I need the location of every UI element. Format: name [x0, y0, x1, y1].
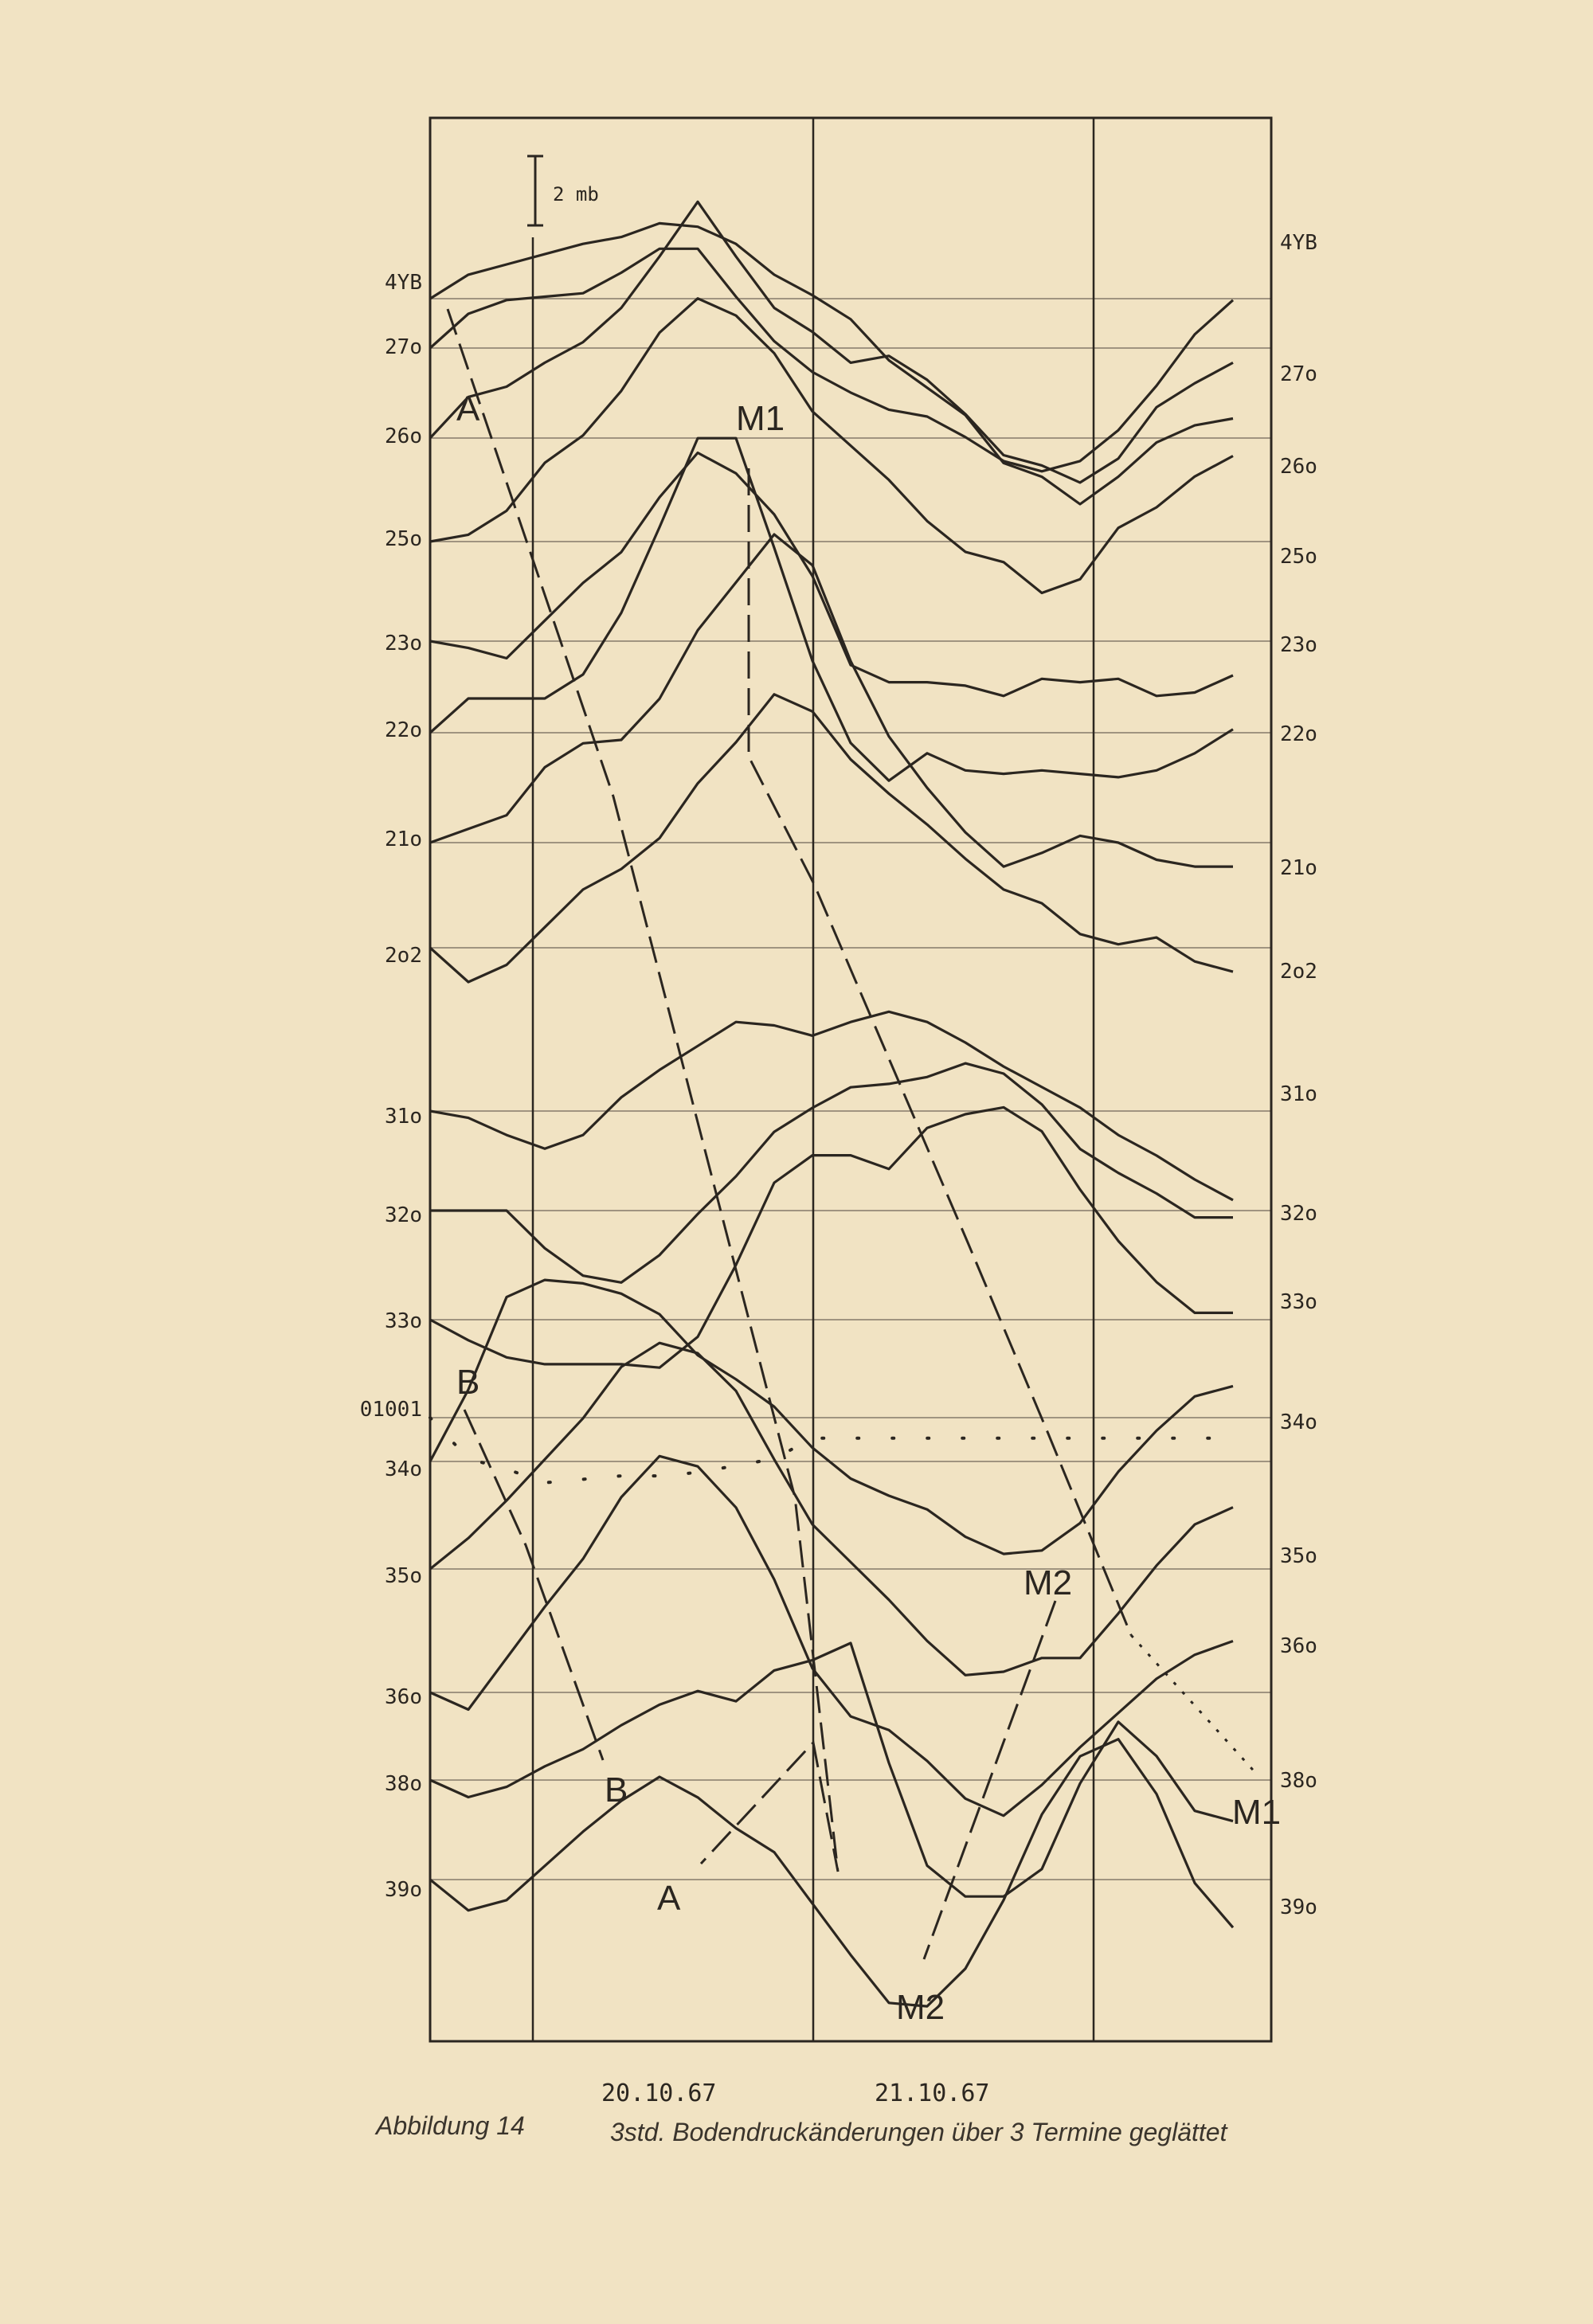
station-label-left-33o: 33o	[385, 1309, 422, 1333]
series-line-38o	[430, 1643, 1233, 1896]
station-label-right-32o: 32o	[1280, 1202, 1317, 1226]
marker-a-bottom: A	[657, 1879, 681, 1918]
series-line-25o	[430, 299, 1233, 593]
series-line-01001	[430, 1418, 1233, 1483]
series-curves	[430, 201, 1233, 2006]
station-label-right-23o: 23o	[1280, 633, 1317, 657]
marker-a-top: A	[456, 389, 480, 428]
date-label-2: 21.10.67	[875, 2079, 990, 2107]
station-label-right-38o: 38o	[1280, 1769, 1317, 1793]
date-label-1: 20.10.67	[601, 2079, 717, 2107]
marker-labels	[456, 389, 1281, 2027]
station-label-left-25o: 25o	[385, 527, 422, 551]
marker-b-bottom: B	[605, 1770, 628, 1810]
station-label-left-27o: 27o	[385, 335, 422, 359]
station-label-left-22o: 22o	[385, 718, 422, 742]
station-label-left-21o: 21o	[385, 827, 422, 851]
series-line-31o	[430, 1011, 1233, 1200]
station-label-right-34o: 34o	[1280, 1410, 1317, 1434]
station-label-left-26o: 26o	[385, 425, 422, 448]
station-label-left-31o: 31o	[385, 1105, 422, 1129]
station-label-right-25o: 25o	[1280, 545, 1317, 569]
station-label-right-36o: 36o	[1280, 1634, 1317, 1658]
station-label-left-01001: 01001	[359, 1398, 422, 1422]
caption-label: Abbildung 14	[376, 2111, 525, 2140]
station-label-right-31o: 31o	[1280, 1082, 1317, 1106]
series-line-26o	[430, 201, 1233, 483]
series-line-39o	[430, 1739, 1233, 2006]
station-label-right-22o: 22o	[1280, 722, 1317, 746]
station-label-right-21o: 21o	[1280, 856, 1317, 880]
series-line-36o	[430, 1456, 1233, 1816]
series-line-23o	[430, 453, 1233, 696]
station-label-right-33o: 33o	[1280, 1290, 1317, 1314]
station-label-right-4yb: 4YB	[1280, 231, 1317, 255]
marker-m2-middle: M2	[1024, 1563, 1073, 1602]
marker-m1-right: M1	[1232, 1793, 1282, 1832]
scale-bar	[527, 156, 599, 225]
chart-frame	[430, 118, 1271, 2041]
series-line-34o	[430, 1280, 1233, 1554]
station-label-right-35o: 35o	[1280, 1544, 1317, 1568]
scale-label: 2 mb	[553, 183, 599, 205]
caption-text: 3std. Bodendruckänderungen über 3 Termine geglättet	[610, 2118, 1227, 2146]
analysis-lines	[448, 309, 1258, 1959]
station-label-right-2o2: 2o2	[1280, 960, 1317, 984]
station-label-left-35o: 35o	[385, 1564, 422, 1588]
analysis-line-a	[448, 309, 838, 1872]
series-line-35o	[430, 1343, 1233, 1675]
station-label-left-39o: 39o	[385, 1878, 422, 1902]
station-label-left-38o: 38o	[385, 1772, 422, 1796]
station-label-right-26o: 26o	[1280, 455, 1317, 479]
station-label-right-27o: 27o	[1280, 362, 1317, 386]
station-label-left-4yb: 4YB	[385, 271, 422, 295]
station-labels-right	[1280, 231, 1317, 1919]
marker-b-top: B	[456, 1363, 480, 1402]
station-label-left-34o: 34o	[385, 1457, 422, 1481]
station-label-left-32o: 32o	[385, 1203, 422, 1227]
marker-m2-bottom: M2	[896, 1988, 945, 2027]
station-labels-left	[360, 271, 422, 1902]
series-line-2o2	[430, 694, 1233, 982]
marker-m1-top: M1	[736, 399, 785, 438]
station-label-right-39o: 39o	[1280, 1896, 1317, 1919]
station-label-left-36o: 36o	[385, 1685, 422, 1709]
series-line-32o	[430, 1063, 1233, 1282]
station-label-left-2o2: 2o2	[385, 944, 422, 968]
station-label-left-23o: 23o	[385, 632, 422, 655]
